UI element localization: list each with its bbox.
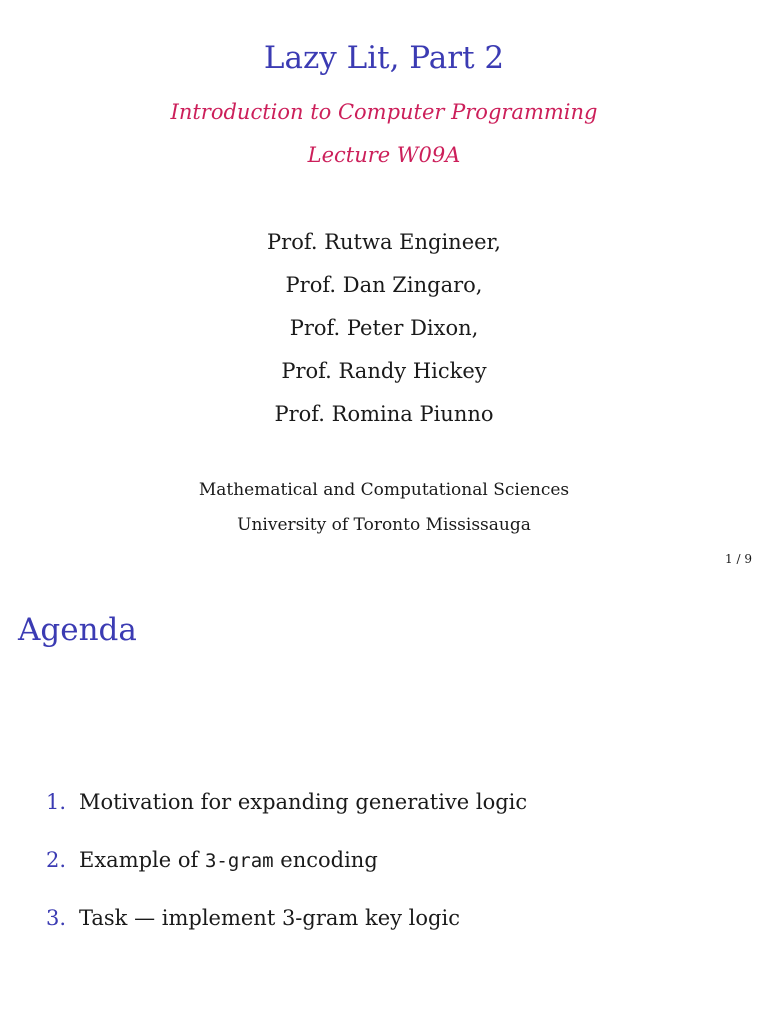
item-number: 1. <box>46 790 67 814</box>
item-text: Motivation for expanding generative logic <box>79 790 528 814</box>
author: Prof. Romina Piunno <box>274 402 494 426</box>
item-text: Task — implement 3-gram key logic <box>79 906 460 930</box>
institution <box>0 473 768 543</box>
item-number: 2. <box>46 848 67 872</box>
item-text <box>79 848 378 872</box>
item-text-post: encoding <box>273 848 378 872</box>
lecture-code: Lecture W09A <box>307 143 461 167</box>
list-item <box>46 790 527 848</box>
author: Prof. Randy Hickey <box>281 359 487 383</box>
author: Prof. Dan Zingaro, <box>285 273 483 297</box>
agenda-title: Agenda <box>18 612 137 648</box>
page-number: 1 / 9 <box>725 552 752 566</box>
code-term: 3-gram <box>204 850 274 872</box>
list-item <box>46 848 527 906</box>
item-text-pre: Example of <box>79 848 205 872</box>
university: University of Toronto Mississauga <box>237 515 531 535</box>
slide-title: Lazy Lit, Part 2 <box>263 40 505 76</box>
author-list <box>0 221 768 436</box>
author: Prof. Rutwa Engineer, <box>267 230 501 254</box>
department: Mathematical and Computational Sciences <box>198 480 570 500</box>
list-item <box>46 906 527 964</box>
author: Prof. Peter Dixon, <box>289 316 479 340</box>
course-name: Introduction to Computer Programming <box>170 100 598 124</box>
item-number: 3. <box>46 906 67 930</box>
agenda-slide <box>0 590 768 1024</box>
agenda-list <box>46 790 527 964</box>
